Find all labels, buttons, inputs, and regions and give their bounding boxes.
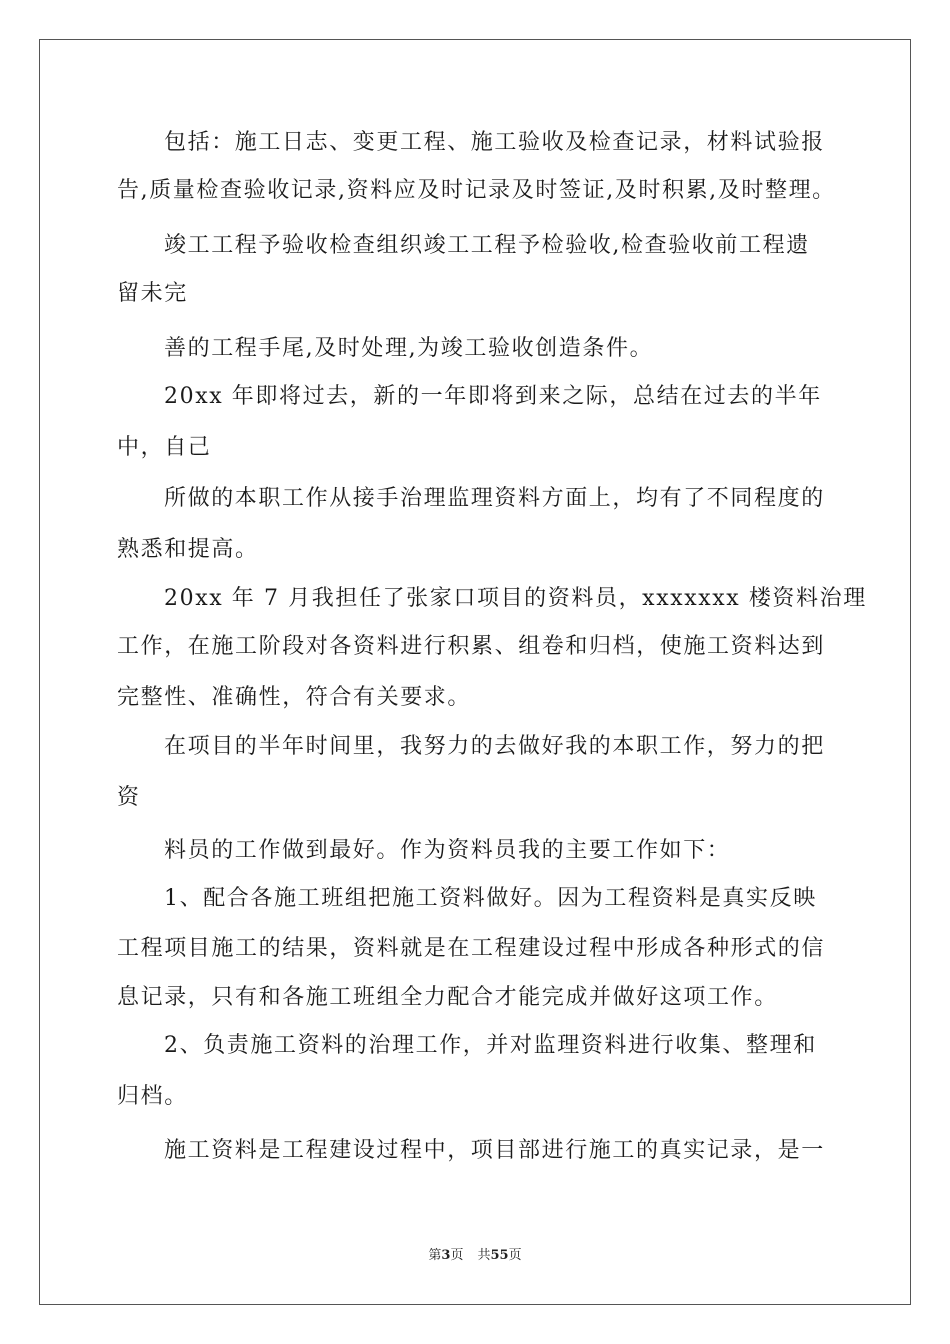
text-line: 息记录，只有和各施工班组全力配合才能完成并做好这项工作。: [117, 985, 778, 1010]
footer-page-number: 3: [441, 1248, 451, 1263]
text-line: 所做的本职工作从接手治理监理资料方面上，均有了不同程度的: [164, 486, 825, 511]
text-line: 在项目的半年时间里，我努力的去做好我的本职工作，努力的把: [164, 734, 825, 759]
page-footer: [0, 1248, 950, 1264]
text-line: 包括：施工日志、变更工程、施工验收及检查记录，材料试验报: [164, 130, 825, 155]
text-line: 归档。: [117, 1084, 188, 1109]
text-line: 20xx 年即将过去，新的一年即将到来之际，总结在过去的半年: [164, 384, 822, 409]
footer-page-unit: 页: [450, 1248, 464, 1263]
text-line: 善的工程手尾,及时处理,为竣工验收创造条件。: [164, 336, 654, 361]
text-line: 1、配合各施工班组把施工资料做好。因为工程资料是真实反映: [164, 886, 817, 911]
footer-total-unit: 页: [508, 1248, 522, 1263]
text-line: 20xx 年 7 月我担任了张家口项目的资料员，xxxxxxx 楼资料治理: [164, 586, 867, 611]
footer-total-pages: 55: [490, 1248, 509, 1263]
text-line: 料员的工作做到最好。作为资料员我的主要工作如下：: [164, 838, 731, 863]
text-line: 竣工工程予验收检查组织竣工工程予检验收,检查验收前工程遗: [164, 233, 810, 258]
text-line: 工程项目施工的结果，资料就是在工程建设过程中形成各种形式的信: [117, 936, 826, 961]
text-line: 告,质量检查验收记录,资料应及时记录及时签证,及时积累,及时整理。: [117, 178, 836, 203]
text-line: 施工资料是工程建设过程中，项目部进行施工的真实记录，是一: [164, 1138, 825, 1163]
footer-total-prefix: 共: [477, 1248, 491, 1263]
footer-prefix: 第: [428, 1248, 442, 1263]
text-line: 中，自己: [117, 435, 212, 460]
text-line: 资: [117, 785, 141, 810]
text-line: 熟悉和提高。: [117, 537, 259, 562]
text-line: 工作，在施工阶段对各资料进行积累、组卷和归档，使施工资料达到: [117, 634, 826, 659]
text-line: 2、负责施工资料的治理工作，并对监理资料进行收集、整理和: [164, 1033, 817, 1058]
text-line: 完整性、准确性，符合有关要求。: [117, 685, 472, 710]
page-border: [39, 39, 911, 1305]
text-line: 留未完: [117, 281, 188, 306]
